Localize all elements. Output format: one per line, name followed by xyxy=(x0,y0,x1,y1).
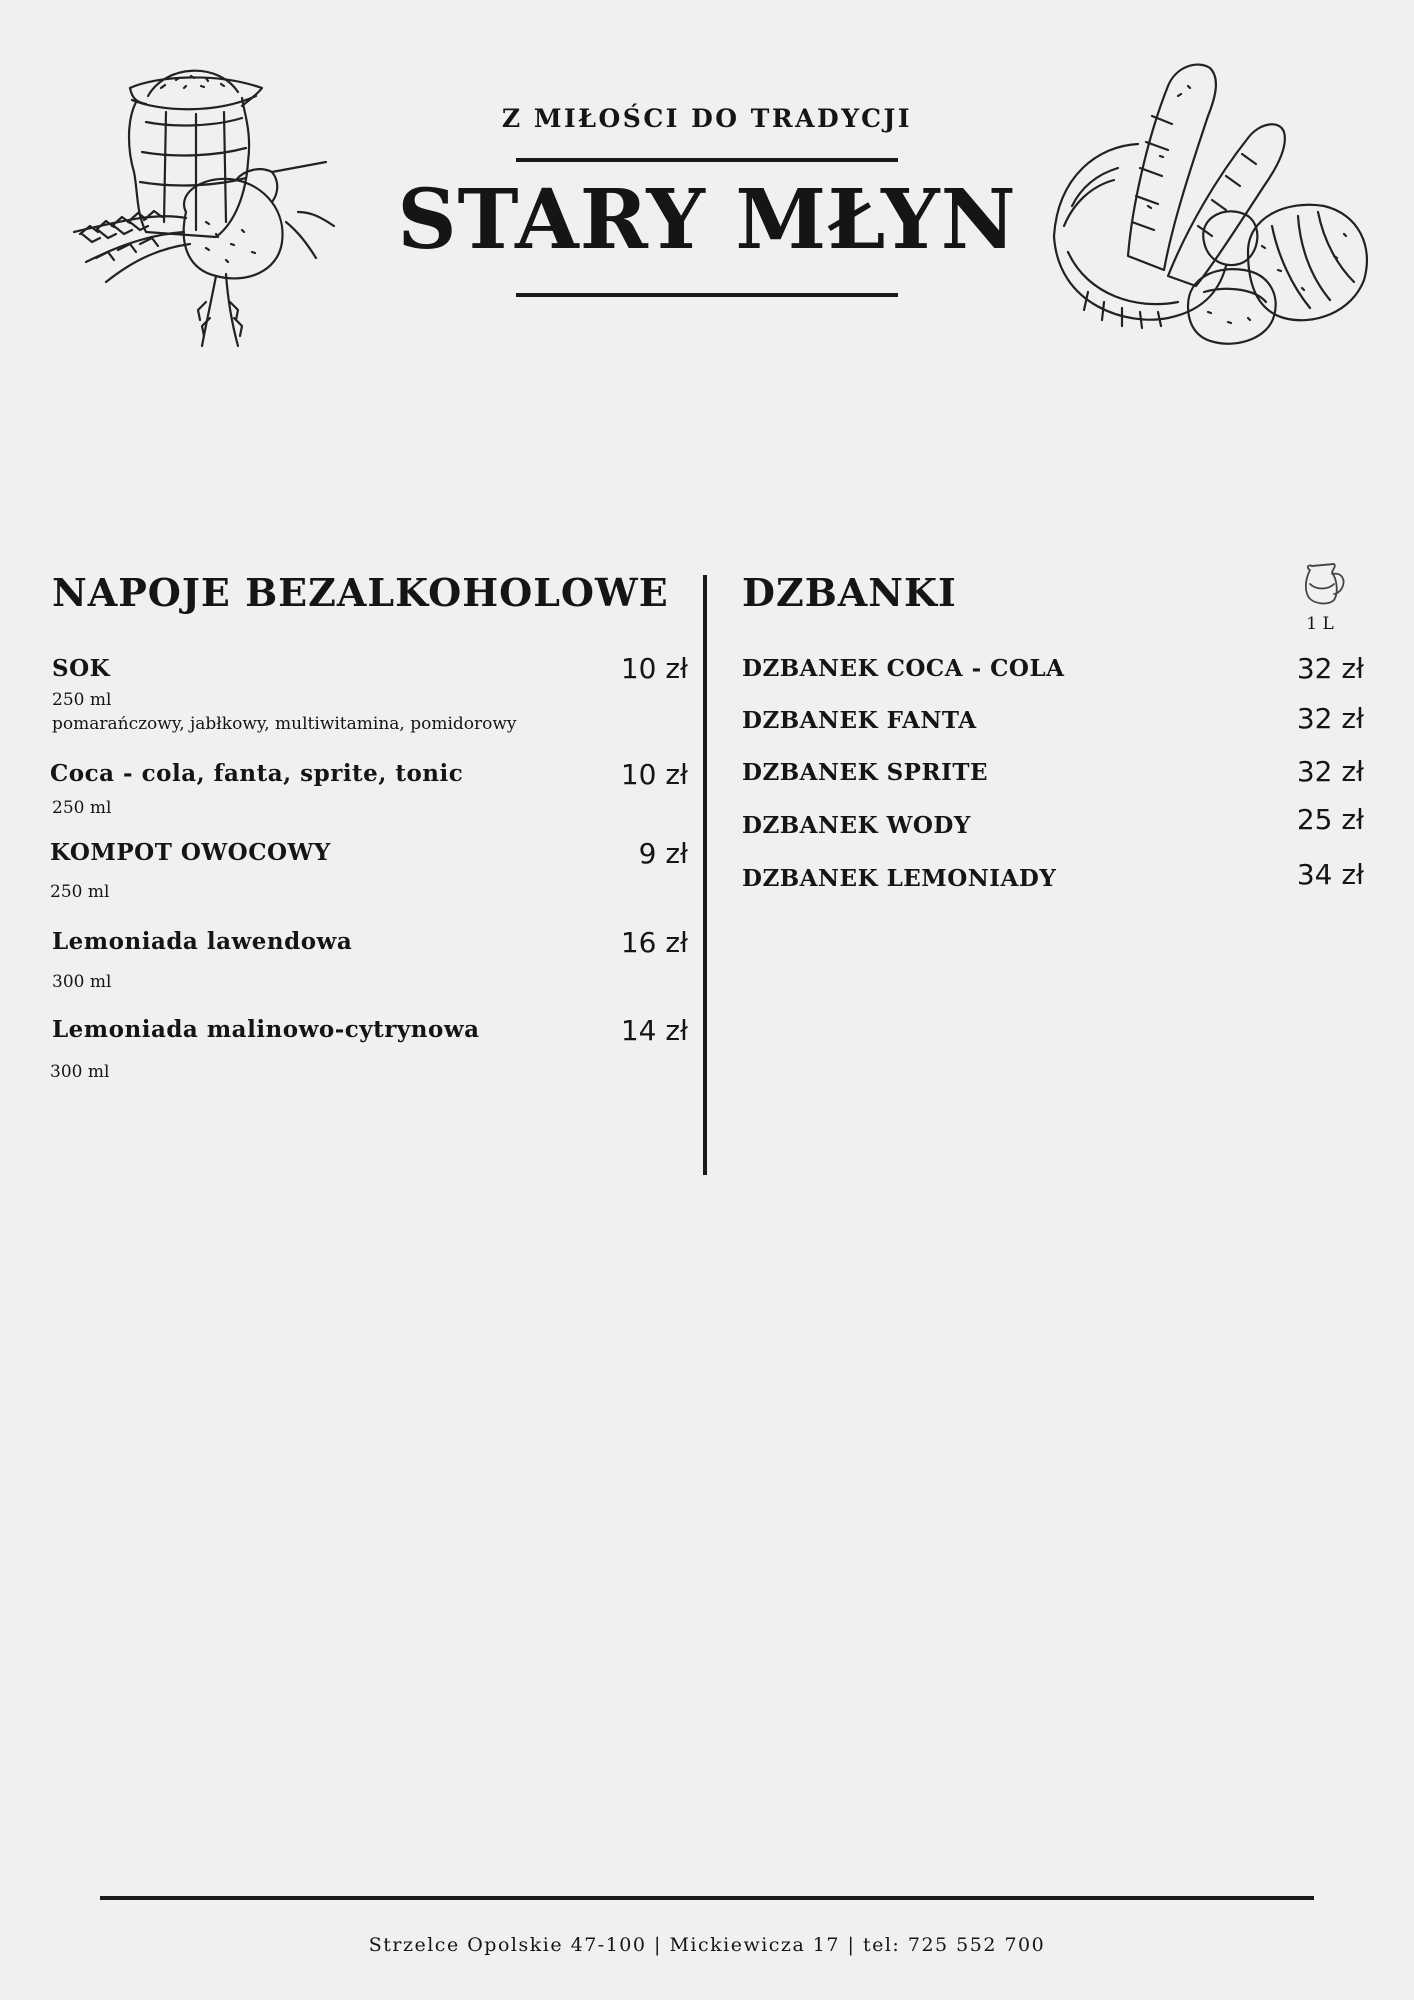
item-name: SOK xyxy=(52,655,111,682)
footer-rule xyxy=(100,1896,1314,1900)
item-size: 250 ml xyxy=(52,690,112,710)
tagline: Z MIŁOŚCI DO TRADYCJI xyxy=(501,104,913,133)
header-rule-top xyxy=(516,158,898,162)
column-divider xyxy=(703,575,707,1175)
item-description: pomarańczowy, jabłkowy, multiwitamina, pomidorowy xyxy=(52,714,517,734)
volume-label: 1 L xyxy=(1306,614,1334,634)
item-price: 14 zł xyxy=(620,1014,688,1047)
item-price: 32 zł xyxy=(1296,652,1364,685)
item-name: KOMPOT OWOCOWY xyxy=(50,839,331,866)
header-rule-bottom xyxy=(516,293,898,297)
item-name: Lemoniada malinowo-cytrynowa xyxy=(52,1016,480,1043)
item-name: Lemoniada lawendowa xyxy=(52,928,353,955)
restaurant-title: STARY MŁYN xyxy=(397,172,1017,268)
item-size: 250 ml xyxy=(52,798,112,818)
item-name: DZBANEK FANTA xyxy=(742,707,977,734)
section-heading-dzbanki: DZBANKI xyxy=(742,570,957,615)
item-price: 25 zł xyxy=(1296,803,1364,836)
section-heading-napoje: NAPOJE BEZALKOHOLOWE xyxy=(52,570,669,615)
item-price: 34 zł xyxy=(1296,858,1364,891)
item-price: 32 zł xyxy=(1296,755,1364,788)
item-name: DZBANEK SPRITE xyxy=(742,759,988,786)
item-price: 32 zł xyxy=(1296,702,1364,735)
item-name: Coca - cola, fanta, sprite, tonic xyxy=(50,760,464,787)
jug-icon xyxy=(1298,560,1348,608)
item-size: 300 ml xyxy=(52,972,112,992)
flour-sack-illustration xyxy=(66,62,356,352)
item-name: DZBANEK COCA - COLA xyxy=(742,655,1065,682)
item-price: 9 zł xyxy=(638,837,688,870)
item-price: 10 zł xyxy=(620,758,688,791)
item-name: DZBANEK LEMONIADY xyxy=(742,865,1057,892)
item-size: 300 ml xyxy=(50,1062,110,1082)
bread-basket-illustration xyxy=(1048,56,1368,354)
footer-contact: Strzelce Opolskie 47-100 | Mickiewicza 17 | tel: 725 552 700 xyxy=(368,1934,1046,1956)
item-size: 250 ml xyxy=(50,882,110,902)
item-price: 16 zł xyxy=(620,926,688,959)
item-price: 10 zł xyxy=(620,652,688,685)
item-name: DZBANEK WODY xyxy=(742,812,971,839)
